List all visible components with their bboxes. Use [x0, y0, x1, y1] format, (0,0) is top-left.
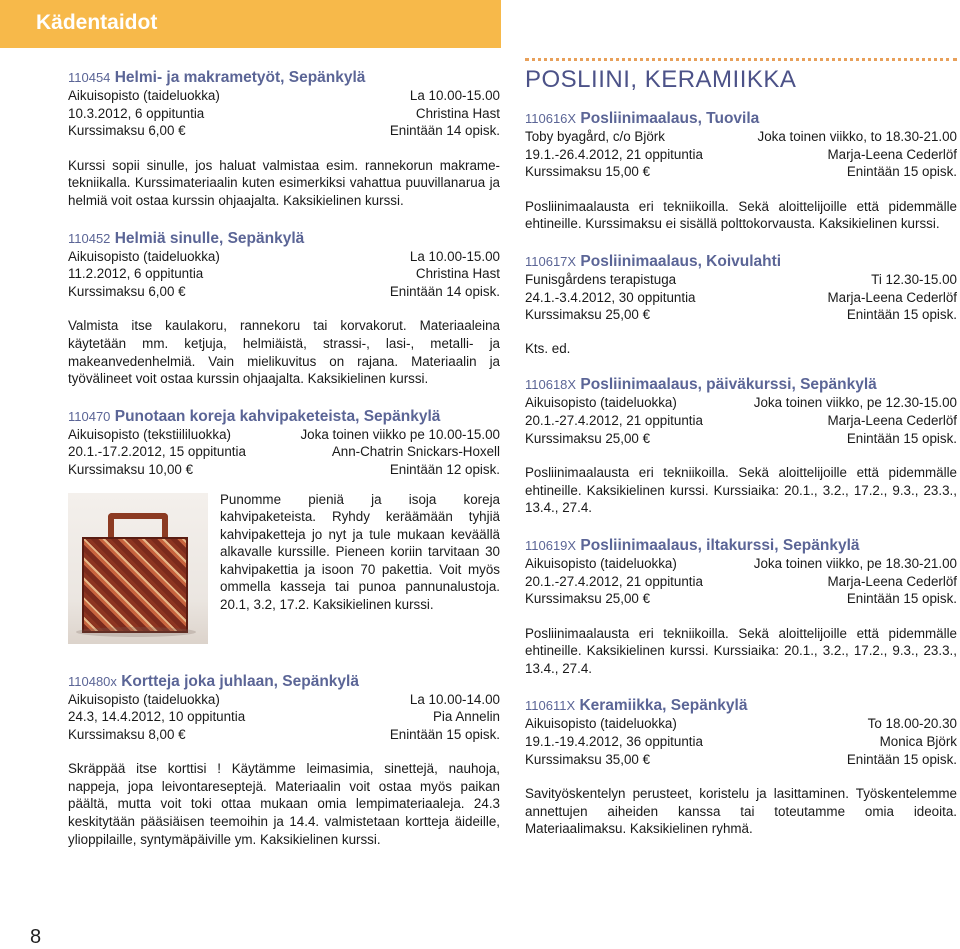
course-110616X	[525, 109, 957, 233]
course-dates: 10.3.2012, 6 oppituntia	[68, 105, 205, 121]
course-location: Toby byagård, c/o Björk	[525, 129, 665, 144]
course-fee: Kurssimaksu 6,00 €	[68, 283, 186, 299]
course-info-row	[68, 87, 500, 105]
course-info-row	[525, 733, 957, 751]
course-heading	[525, 375, 957, 394]
course-dates: 20.1.-27.4.2012, 21 oppituntia	[525, 573, 703, 589]
course-heading	[68, 68, 500, 87]
course-110618X	[525, 375, 957, 517]
course-dates: 11.2.2012, 6 oppituntia	[68, 266, 204, 282]
course-teacher: Monica Björk	[879, 734, 957, 750]
course-info-row	[68, 426, 500, 444]
course-fee: Kurssimaksu 25,00 €	[525, 591, 651, 607]
course-name: Posliinimaalaus, Koivulahti	[580, 252, 782, 270]
left-course-list	[68, 68, 500, 867]
course-time: Joka toinen viikko, pe 18.30-21.00	[753, 555, 957, 571]
course-time: Ti 12.30-15.00	[871, 271, 957, 287]
course-teacher: Marja-Leena Cederlöf	[827, 289, 957, 305]
course-heading	[525, 696, 957, 715]
course-heading	[68, 672, 500, 691]
section-title: POSLIINI, KERAMIIKKA	[525, 66, 797, 93]
course-description: Posliinimaalausta eri tekniikoilla. Sekä aloittelijoille että pidemmälle ehtineille. Kaksikielinen kurssi. Kurssiaika: 20.1., 3.2., 17.2., 9.3., 23.3., 13.4., 27.4.	[525, 625, 957, 676]
course-heading	[68, 229, 500, 248]
course-description: Punomme pieniä ja isoja koreja kahvipaketeista. Ryhdy keräämään tyhjiä kahvipaketteja jo nyt ja tule mukaan keväällä alkavalle kurssille. Pieneen koriin tarvitaan 30 kahvipakettia ja isoon 70 pakettia. Voit myös ommella kasseja tai punoa pannunalustoja. 20.1, 3.2, 17.2. Kaksikielinen kurssi.	[220, 491, 500, 613]
course-info-row	[68, 248, 500, 266]
course-capacity: Enintään 15 opisk.	[846, 430, 957, 446]
course-name: Keramiikka, Sepänkylä	[579, 697, 748, 715]
course-name: Posliinimaalaus, päiväkurssi, Sepänkylä	[580, 376, 877, 394]
course-code: 110454	[68, 70, 111, 85]
course-dates: 19.1.-26.4.2012, 21 oppituntia	[525, 146, 703, 162]
course-110619X	[525, 536, 957, 678]
photo-block	[68, 491, 500, 648]
course-location: Aikuisopisto (taideluokka)	[68, 248, 220, 264]
course-info-row	[68, 283, 500, 301]
course-description: Skräppää itse korttisi ! Käytämme leimasimia, sinettejä, nauhoja, nappeja, jopa leivontareseptejä. Materiaalin voit ostaa myös paikan päältä, mutta voit toki ottaa mukaan omia lempimateriaaleja. 24.3 keskitytään pääsiäisen teemoihin ja 14.4. valmistetaan kortteja äideille, ylioppilaille, syntymäpäiville ym. Kaksikielinen kurssi.	[68, 761, 500, 847]
course-dates: 24.1.-3.4.2012, 30 oppituntia	[525, 289, 696, 305]
course-capacity: Enintään 15 opisk.	[846, 751, 957, 767]
course-location: Aikuisopisto (tekstiililuokka)	[68, 426, 231, 442]
course-teacher: Pia Annelin	[432, 709, 500, 725]
course-110611X	[525, 696, 957, 838]
course-dates: 20.1.-27.4.2012, 21 oppituntia	[525, 412, 703, 428]
course-info-row	[68, 443, 500, 461]
course-capacity: Enintään 15 opisk.	[846, 164, 957, 180]
course-info-row	[525, 430, 957, 448]
course-heading	[68, 407, 500, 426]
course-info-row	[68, 461, 500, 479]
course-teacher: Christina Hast	[415, 105, 500, 121]
course-description: Savityöskentelyn perusteet, koristelu ja lasittaminen. Työskentelemme annettujen aiheiden kanssa tai toteutamme omia ideoita. Materiaalimaksu. Kaksikielinen ryhmä.	[525, 786, 957, 837]
course-description: Valmista itse kaulakoru, rannekoru tai korvakorut. Materiaaleina käytetään mm. ketjuja, helmiäistä, strassi-, lasi-, metalli- ja makeanvedenhelmiä. Vain mielikuvitus on rajana. Materiaalin ja työvälineet voit ostaa kurssin ohjaajalta. Kaksikielinen kurssi.	[68, 318, 500, 387]
course-capacity: Enintään 14 opisk.	[389, 283, 500, 299]
right-course-list	[525, 58, 957, 857]
course-info-row	[68, 708, 500, 726]
course-info-row	[525, 306, 957, 324]
course-code: 110618X	[525, 377, 577, 393]
course-info-row	[525, 289, 957, 307]
course-capacity: Enintään 15 opisk.	[846, 307, 957, 323]
section-header-bar	[0, 0, 501, 48]
basket-shadow	[76, 627, 196, 637]
course-name: Posliinimaalaus, iltakurssi, Sepänkylä	[580, 536, 860, 554]
course-code: 110619X	[525, 537, 577, 553]
course-code: 110611X	[525, 698, 576, 714]
course-info-row	[525, 573, 957, 591]
course-dates: 19.1.-19.4.2012, 36 oppituntia	[525, 734, 703, 750]
course-location: Aikuisopisto (taideluokka)	[525, 555, 677, 571]
course-teacher: Ann-Chatrin Snickars-Hoxell	[331, 444, 500, 460]
course-location: Aikuisopisto (taideluokka)	[68, 88, 220, 103]
course-info-row	[68, 691, 500, 709]
course-time: La 10.00-15.00	[409, 88, 500, 103]
course-110452	[68, 229, 500, 388]
course-time: To 18.00-20.30	[867, 716, 957, 732]
course-time: Joka toinen viikko, pe 12.30-15.00	[753, 395, 957, 411]
course-info-row	[525, 128, 957, 146]
course-name: Helmiä sinulle, Sepänkylä	[114, 229, 305, 247]
course-name: Punotaan koreja kahvipaketeista, Sepänkylä	[114, 407, 441, 425]
course-teacher: Marja-Leena Cederlöf	[827, 412, 957, 428]
course-capacity: Enintään 15 opisk.	[846, 591, 957, 607]
course-time: Joka toinen viikko pe 10.00-15.00	[300, 426, 500, 442]
course-name: Helmi- ja makrametyöt, Sepänkylä	[114, 69, 366, 86]
basket-weave	[82, 537, 188, 633]
course-110470	[68, 407, 500, 648]
course-name: Kortteja joka juhlaan, Sepänkylä	[121, 672, 359, 690]
course-info-row	[68, 122, 500, 140]
course-capacity: Enintään 12 opisk.	[389, 461, 500, 477]
course-time: La 10.00-14.00	[409, 691, 500, 707]
course-name: Posliinimaalaus, Tuovila	[580, 110, 760, 127]
course-capacity: Enintään 14 opisk.	[389, 123, 500, 139]
course-time: La 10.00-15.00	[409, 248, 500, 264]
course-teacher: Marja-Leena Cederlöf	[827, 146, 957, 162]
course-info-row	[525, 412, 957, 430]
course-info-row	[525, 715, 957, 733]
course-fee: Kurssimaksu 15,00 €	[525, 164, 651, 180]
course-info-row	[525, 555, 957, 573]
course-code: 110470	[68, 408, 111, 424]
course-info-row	[68, 726, 500, 744]
course-code: 110617X	[525, 253, 577, 269]
course-code: 110480x	[68, 673, 117, 689]
course-time: Joka toinen viikko, to 18.30-21.00	[757, 129, 957, 144]
course-info-row	[525, 751, 957, 769]
course-heading	[525, 109, 957, 128]
course-info-row	[525, 394, 957, 412]
course-teacher: Marja-Leena Cederlöf	[827, 573, 957, 589]
course-info-row	[68, 105, 500, 123]
course-heading	[525, 536, 957, 555]
course-location: Aikuisopisto (taideluokka)	[525, 716, 677, 732]
course-description: Kts. ed.	[525, 340, 571, 356]
course-fee: Kurssimaksu 25,00 €	[525, 430, 651, 446]
course-location: Aikuisopisto (taideluokka)	[68, 691, 220, 707]
course-location: Funisgårdens terapistuga	[525, 271, 677, 287]
course-info-row	[525, 590, 957, 608]
course-capacity: Enintään 15 opisk.	[389, 726, 500, 742]
course-description: Posliinimaalausta eri tekniikoilla. Sekä aloittelijoille että pidemmälle ehtineille. Kurssimaksu ei sisällä polttokorvausta. Kaksikielinen kurssi.	[525, 198, 957, 232]
dotted-divider	[525, 58, 957, 61]
course-info-row	[525, 146, 957, 164]
course-110617X	[525, 252, 957, 357]
course-dates: 20.1.-17.2.2012, 15 oppituntia	[68, 444, 246, 460]
course-fee: Kurssimaksu 8,00 €	[68, 726, 186, 742]
course-location: Aikuisopisto (taideluokka)	[525, 395, 677, 411]
course-fee: Kurssimaksu 25,00 €	[525, 307, 651, 323]
course-fee: Kurssimaksu 6,00 €	[68, 123, 186, 139]
course-fee: Kurssimaksu 35,00 €	[525, 751, 651, 767]
course-teacher: Christina Hast	[415, 266, 500, 282]
course-code: 110616X	[525, 111, 577, 126]
course-info-row	[525, 271, 957, 289]
course-dates: 24.3, 14.4.2012, 10 oppituntia	[68, 709, 246, 725]
course-description: Kurssi sopii sinulle, jos haluat valmistaa esim. rannekorun makrame-tekniikalla. Kurssimateriaalin kuten esimerkiksi vahattua puuvillanarua ja helmiä voit ostaa kurssin ohjaajalta. Kaksikielinen kurssi.	[68, 157, 500, 208]
course-code: 110452	[68, 230, 111, 246]
course-fee: Kurssimaksu 10,00 €	[68, 461, 194, 477]
course-description: Posliinimaalausta eri tekniikoilla. Sekä aloittelijoille että pidemmälle ehtineille. Kaksikielinen kurssi. Kurssiaika: 20.1., 3.2., 17.2., 9.3., 23.3., 13.4., 27.4.	[525, 465, 957, 516]
course-110454	[68, 68, 500, 210]
basket-photo	[68, 493, 208, 644]
course-110480x	[68, 672, 500, 849]
page-number: 8	[30, 926, 42, 948]
course-heading	[525, 252, 957, 271]
section-header-title: Kädentaidot	[36, 11, 158, 34]
course-info-row	[525, 163, 957, 181]
course-info-row	[68, 265, 500, 283]
